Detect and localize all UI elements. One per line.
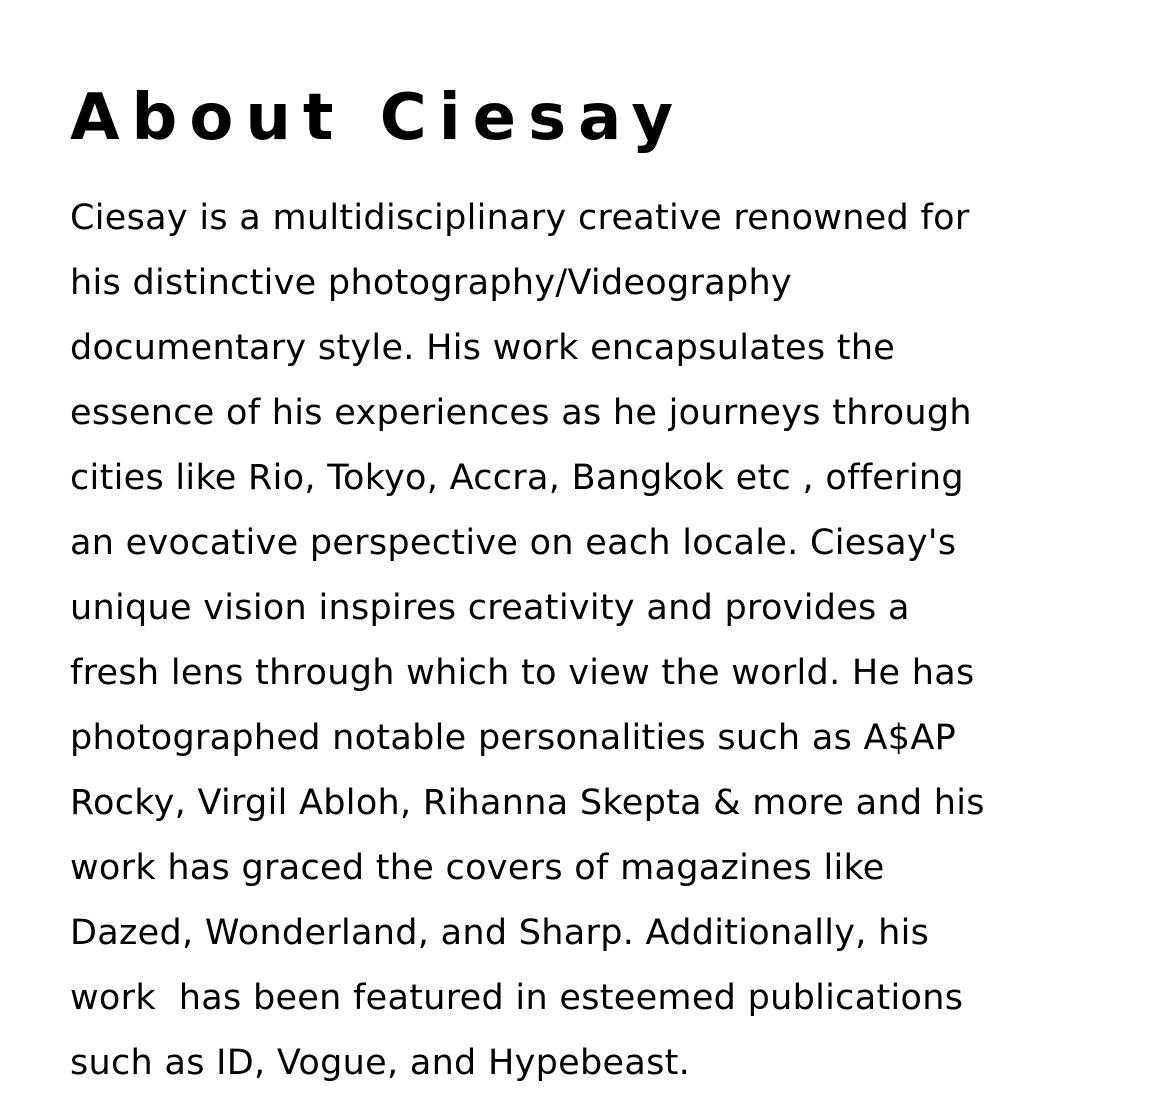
paragraph-line: his distinctive photography/Videography [70,263,792,303]
page-title: About Ciesay [70,81,686,155]
paragraph-line: work has graced the covers of magazines like [70,848,885,888]
paragraph-line: such as ID, Vogue, and Hypebeast. [70,1043,691,1083]
paragraph-line: Rocky, Virgil Abloh, Rihanna Skepta & more and his [70,783,985,823]
paragraph-line: photographed notable personalities such as A$AP [70,718,956,758]
paragraph-line: fresh lens through which to view the world. He has [70,653,975,693]
paragraph-line: Ciesay is a multidisciplinary creative renowned for [70,198,970,238]
paragraph-line: work has been featured in esteemed publications [70,978,964,1018]
about-paragraph [70,186,1130,1096]
paragraph-line: essence of his experiences as he journeys through [70,393,972,433]
paragraph-line: an evocative perspective on each locale. Ciesay's [70,523,957,563]
paragraph-line: cities like Rio, Tokyo, Accra, Bangkok etc , offering [70,458,964,498]
paragraph-line: Dazed, Wonderland, and Sharp. Additionally, his [70,913,930,953]
paragraph-line: documentary style. His work encapsulates the [70,328,896,368]
paragraph-line: unique vision inspires creativity and provides a [70,588,910,628]
